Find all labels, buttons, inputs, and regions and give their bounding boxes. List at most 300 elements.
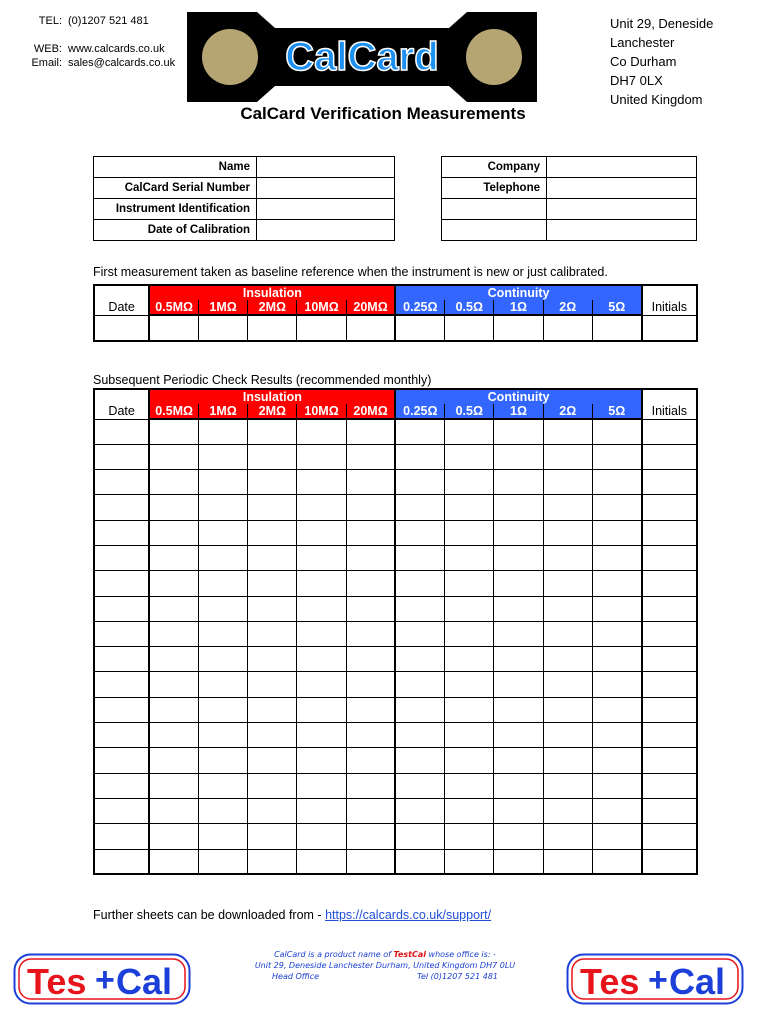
calcard-logo	[187, 12, 537, 102]
measurement-cell[interactable]	[149, 596, 198, 621]
measurement-cell[interactable]	[592, 773, 641, 798]
measurement-cell[interactable]	[248, 672, 297, 697]
continuity-header: Continuity	[395, 389, 641, 404]
measurement-cell[interactable]	[494, 520, 543, 545]
field-label: Instrument Identification	[94, 199, 257, 220]
measurement-cell[interactable]	[395, 798, 444, 823]
page-title: CalCard Verification Measurements	[240, 104, 526, 123]
date-cell[interactable]	[94, 419, 149, 444]
periodic-check-table	[93, 388, 698, 875]
measurement-cell[interactable]	[543, 647, 592, 672]
measurement-cell[interactable]	[494, 672, 543, 697]
measurement-cell[interactable]	[248, 520, 297, 545]
measurement-cell[interactable]	[395, 545, 444, 570]
measurement-cell[interactable]	[592, 545, 641, 570]
measurement-cell[interactable]	[346, 520, 395, 545]
measurement-cell[interactable]	[248, 748, 297, 773]
measurement-cell[interactable]	[297, 470, 346, 495]
measurement-cell[interactable]	[149, 520, 198, 545]
measurement-cell[interactable]	[149, 824, 198, 849]
measurement-cell[interactable]	[592, 315, 641, 341]
measurement-cell[interactable]	[149, 773, 198, 798]
insulation-column-header: 10MΩ	[297, 300, 346, 315]
table-row	[94, 419, 697, 444]
measurement-cell[interactable]	[297, 798, 346, 823]
measurement-cell[interactable]	[494, 444, 543, 469]
measurement-cell[interactable]	[248, 773, 297, 798]
measurement-cell[interactable]	[199, 773, 248, 798]
table-row	[94, 697, 697, 722]
measurement-cell[interactable]	[445, 520, 494, 545]
measurement-cell[interactable]	[346, 824, 395, 849]
measurement-cell[interactable]	[149, 849, 198, 874]
date-cell[interactable]	[94, 748, 149, 773]
measurement-cell[interactable]	[297, 571, 346, 596]
measurement-cell[interactable]	[445, 798, 494, 823]
measurement-cell[interactable]	[494, 697, 543, 722]
measurement-cell[interactable]	[543, 748, 592, 773]
measurement-cell[interactable]	[346, 495, 395, 520]
measurement-cell[interactable]	[543, 621, 592, 646]
measurement-cell[interactable]	[297, 723, 346, 748]
calibration-date-field[interactable]	[257, 220, 395, 241]
date-cell[interactable]	[94, 621, 149, 646]
details-table-right	[441, 156, 697, 241]
svg-text:+: +	[648, 961, 668, 999]
initials-cell[interactable]	[642, 495, 697, 520]
measurement-cell[interactable]	[445, 444, 494, 469]
instrument-id-field[interactable]	[257, 199, 395, 220]
measurement-cell[interactable]	[346, 773, 395, 798]
measurement-cell[interactable]	[543, 672, 592, 697]
measurement-cell[interactable]	[494, 621, 543, 646]
blank-field[interactable]	[547, 199, 697, 220]
initials-cell[interactable]	[642, 773, 697, 798]
measurement-cell[interactable]	[149, 495, 198, 520]
measurement-cell[interactable]	[297, 621, 346, 646]
measurement-cell[interactable]	[395, 419, 444, 444]
date-header: Date	[94, 285, 149, 315]
date-cell[interactable]	[94, 571, 149, 596]
measurement-cell[interactable]	[297, 697, 346, 722]
measurement-cell[interactable]	[199, 596, 248, 621]
measurement-cell[interactable]	[592, 596, 641, 621]
measurement-cell[interactable]	[494, 419, 543, 444]
insulation-column-header: 2MΩ	[248, 300, 297, 315]
measurement-cell[interactable]	[395, 849, 444, 874]
measurement-cell[interactable]	[592, 849, 641, 874]
measurement-cell[interactable]	[248, 495, 297, 520]
measurement-cell[interactable]	[543, 495, 592, 520]
measurement-cell[interactable]	[592, 495, 641, 520]
measurement-cell[interactable]	[445, 495, 494, 520]
testcal-part1: Tes	[27, 961, 87, 1002]
logo-left-circle	[202, 29, 258, 85]
measurement-cell[interactable]	[592, 520, 641, 545]
initials-cell[interactable]	[642, 647, 697, 672]
measurement-cell[interactable]	[297, 444, 346, 469]
date-cell[interactable]	[94, 849, 149, 874]
web-label: WEB:	[33, 43, 62, 55]
measurement-cell[interactable]	[445, 773, 494, 798]
measurement-cell[interactable]	[199, 621, 248, 646]
measurement-cell[interactable]	[494, 315, 543, 341]
measurement-cell[interactable]	[297, 773, 346, 798]
measurement-cell[interactable]	[248, 596, 297, 621]
insulation-header: Insulation	[149, 285, 395, 300]
measurement-cell[interactable]	[297, 672, 346, 697]
blank-field[interactable]	[547, 220, 697, 241]
measurement-cell[interactable]	[149, 672, 198, 697]
measurement-cell[interactable]	[494, 773, 543, 798]
date-cell[interactable]	[94, 773, 149, 798]
insulation-column-header: 20MΩ	[346, 300, 395, 315]
measurement-cell[interactable]	[149, 470, 198, 495]
measurement-cell[interactable]	[297, 545, 346, 570]
measurement-cell[interactable]	[445, 621, 494, 646]
measurement-cell[interactable]	[297, 315, 346, 341]
date-cell[interactable]	[94, 520, 149, 545]
logo-right-circle	[466, 29, 522, 85]
measurement-cell[interactable]	[199, 849, 248, 874]
initials-cell[interactable]	[642, 824, 697, 849]
initials-cell[interactable]	[642, 723, 697, 748]
measurement-cell[interactable]	[199, 315, 248, 341]
initials-cell[interactable]	[642, 697, 697, 722]
measurement-cell[interactable]	[395, 571, 444, 596]
measurement-cell[interactable]	[445, 315, 494, 341]
measurement-cell[interactable]	[445, 596, 494, 621]
measurement-cell[interactable]	[346, 444, 395, 469]
measurement-cell[interactable]	[346, 672, 395, 697]
date-cell[interactable]	[94, 470, 149, 495]
table-row	[94, 647, 697, 672]
insulation-column-header: 1MΩ	[199, 300, 248, 315]
table-row	[94, 723, 697, 748]
measurement-cell[interactable]	[149, 798, 198, 823]
support-link[interactable]: https://calcards.co.uk/support/	[325, 908, 492, 922]
measurement-cell[interactable]	[346, 571, 395, 596]
measurement-cell[interactable]	[248, 849, 297, 874]
insulation-column-header: 10MΩ	[297, 404, 346, 419]
initials-cell[interactable]	[642, 419, 697, 444]
measurement-cell[interactable]	[297, 824, 346, 849]
measurement-cell[interactable]	[149, 647, 198, 672]
measurement-cell[interactable]	[592, 419, 641, 444]
initials-cell[interactable]	[642, 444, 697, 469]
testcal-part2: Cal	[669, 961, 726, 1002]
continuity-column-header: 1Ω	[494, 300, 543, 315]
measurement-cell[interactable]	[395, 723, 444, 748]
continuity-column-header: 0.25Ω	[395, 300, 444, 315]
measurement-cell[interactable]	[297, 849, 346, 874]
measurement-cell[interactable]	[494, 470, 543, 495]
insulation-column-header: 2MΩ	[248, 404, 297, 419]
measurement-cell[interactable]	[346, 470, 395, 495]
baseline-note: First measurement taken as baseline reference when the instrument is new or just calibrated.	[93, 265, 608, 279]
field-label: Company	[442, 157, 547, 178]
measurement-cell[interactable]	[395, 748, 444, 773]
table-row	[94, 621, 697, 646]
measurement-cell[interactable]	[199, 647, 248, 672]
date-cell[interactable]	[94, 315, 149, 341]
table-row	[94, 824, 697, 849]
measurement-cell[interactable]	[543, 444, 592, 469]
measurement-cell[interactable]	[297, 748, 346, 773]
initials-cell[interactable]	[642, 621, 697, 646]
date-cell[interactable]	[94, 672, 149, 697]
measurement-cell[interactable]	[543, 571, 592, 596]
initials-header: Initials	[642, 285, 697, 315]
measurement-cell[interactable]	[543, 773, 592, 798]
measurement-cell[interactable]	[445, 748, 494, 773]
measurement-cell[interactable]	[199, 545, 248, 570]
measurement-cell[interactable]	[248, 621, 297, 646]
measurement-cell[interactable]	[395, 470, 444, 495]
date-cell[interactable]	[94, 723, 149, 748]
measurement-cell[interactable]	[543, 315, 592, 341]
measurement-cell[interactable]	[346, 315, 395, 341]
measurement-cell[interactable]	[149, 571, 198, 596]
measurement-cell[interactable]	[149, 444, 198, 469]
measurement-cell[interactable]	[248, 545, 297, 570]
measurement-cell[interactable]	[199, 824, 248, 849]
date-cell[interactable]	[94, 444, 149, 469]
measurement-cell[interactable]	[248, 315, 297, 341]
measurement-cell[interactable]	[592, 672, 641, 697]
initials-cell[interactable]	[642, 545, 697, 570]
measurement-cell[interactable]	[494, 824, 543, 849]
field-label: Telephone	[442, 178, 547, 199]
continuity-column-header: 2Ω	[543, 404, 592, 419]
measurement-cell[interactable]	[543, 723, 592, 748]
measurement-cell[interactable]	[199, 495, 248, 520]
measurement-cell[interactable]	[199, 748, 248, 773]
logo-text: CalCard	[285, 35, 439, 79]
measurement-cell[interactable]	[149, 621, 198, 646]
footer-text: Further sheets can be downloaded from - https://calcards.co.uk/support/	[93, 908, 492, 922]
measurement-cell[interactable]	[395, 315, 444, 341]
measurement-cell[interactable]	[248, 723, 297, 748]
measurement-cell[interactable]	[346, 596, 395, 621]
initials-cell[interactable]	[642, 470, 697, 495]
insulation-column-header: 0.5MΩ	[149, 404, 198, 419]
measurement-cell[interactable]	[346, 849, 395, 874]
measurement-cell[interactable]	[494, 723, 543, 748]
measurement-cell[interactable]	[149, 419, 198, 444]
office-info: CalCard is a product name of TestCal whose office is: - Unit 29, Deneside Lanchester Durham, United Kingdom DH7 0LU Head Office Tel (0)1207 521 481	[254, 950, 516, 981]
initials-cell[interactable]	[642, 798, 697, 823]
measurement-cell[interactable]	[543, 849, 592, 874]
insulation-column-header: 0.5MΩ	[149, 300, 198, 315]
measurement-cell[interactable]	[248, 470, 297, 495]
measurement-cell[interactable]	[494, 596, 543, 621]
company-field[interactable]	[547, 157, 697, 178]
measurement-cell[interactable]	[346, 697, 395, 722]
address-line: DH7 0LX	[610, 73, 663, 88]
measurement-cell[interactable]	[592, 824, 641, 849]
serial-number-field[interactable]	[257, 178, 395, 199]
table-row	[94, 444, 697, 469]
measurement-cell[interactable]	[592, 470, 641, 495]
address-line: United Kingdom	[610, 92, 703, 107]
measurement-cell[interactable]	[395, 697, 444, 722]
measurement-cell[interactable]	[199, 697, 248, 722]
measurement-cell[interactable]	[346, 647, 395, 672]
measurement-cell[interactable]	[346, 798, 395, 823]
measurement-cell[interactable]	[395, 495, 444, 520]
measurement-cell[interactable]	[445, 545, 494, 570]
measurement-cell[interactable]	[149, 697, 198, 722]
date-cell[interactable]	[94, 798, 149, 823]
measurement-cell[interactable]	[543, 545, 592, 570]
measurement-cell[interactable]	[543, 798, 592, 823]
measurement-cell[interactable]	[346, 419, 395, 444]
svg-text:+: +	[95, 961, 115, 999]
measurement-cell[interactable]	[248, 444, 297, 469]
measurement-cell[interactable]	[199, 520, 248, 545]
measurement-cell[interactable]	[592, 748, 641, 773]
table-row	[94, 849, 697, 874]
continuity-column-header: 5Ω	[592, 300, 641, 315]
measurement-cell[interactable]	[199, 444, 248, 469]
measurement-cell[interactable]	[494, 849, 543, 874]
measurement-cell[interactable]	[494, 647, 543, 672]
measurement-cell[interactable]	[297, 495, 346, 520]
table-row	[94, 520, 697, 545]
measurement-cell[interactable]	[494, 748, 543, 773]
measurement-cell[interactable]	[395, 621, 444, 646]
measurement-cell[interactable]	[445, 849, 494, 874]
measurement-cell[interactable]	[543, 520, 592, 545]
measurement-cell[interactable]	[445, 723, 494, 748]
field-label: Date of Calibration	[94, 220, 257, 241]
date-cell[interactable]	[94, 495, 149, 520]
measurement-cell[interactable]	[543, 419, 592, 444]
field-label	[442, 199, 547, 220]
measurement-cell[interactable]	[149, 315, 198, 341]
insulation-header: Insulation	[149, 389, 395, 404]
measurement-cell[interactable]	[149, 723, 198, 748]
measurement-cell[interactable]	[297, 520, 346, 545]
date-cell[interactable]	[94, 545, 149, 570]
measurement-cell[interactable]	[149, 545, 198, 570]
insulation-column-header: 1MΩ	[199, 404, 248, 419]
date-header: Date	[94, 389, 149, 419]
measurement-cell[interactable]	[199, 798, 248, 823]
measurement-cell[interactable]	[346, 748, 395, 773]
measurement-cell[interactable]	[445, 470, 494, 495]
measurement-cell[interactable]	[395, 672, 444, 697]
measurement-cell[interactable]	[592, 571, 641, 596]
measurement-cell[interactable]	[543, 470, 592, 495]
date-cell[interactable]	[94, 697, 149, 722]
telephone-field[interactable]	[547, 178, 697, 199]
measurement-cell[interactable]	[592, 621, 641, 646]
measurement-cell[interactable]	[248, 647, 297, 672]
initials-cell[interactable]	[642, 571, 697, 596]
initials-cell[interactable]	[642, 520, 697, 545]
measurement-cell[interactable]	[445, 647, 494, 672]
measurement-cell[interactable]	[346, 621, 395, 646]
measurement-cell[interactable]	[494, 798, 543, 823]
measurement-cell[interactable]	[445, 697, 494, 722]
measurement-cell[interactable]	[445, 672, 494, 697]
measurement-cell[interactable]	[445, 571, 494, 596]
measurement-cell[interactable]	[543, 824, 592, 849]
name-field[interactable]	[257, 157, 395, 178]
measurement-cell[interactable]	[445, 824, 494, 849]
measurement-cell[interactable]	[248, 697, 297, 722]
initials-cell[interactable]	[642, 748, 697, 773]
measurement-cell[interactable]	[494, 545, 543, 570]
measurement-cell[interactable]	[592, 798, 641, 823]
measurement-cell[interactable]	[395, 520, 444, 545]
measurement-cell[interactable]	[445, 419, 494, 444]
date-cell[interactable]	[94, 647, 149, 672]
address-line: Co Durham	[610, 54, 677, 69]
initials-cell[interactable]	[642, 596, 697, 621]
measurement-cell[interactable]	[543, 596, 592, 621]
measurement-cell[interactable]	[199, 723, 248, 748]
measurement-cell[interactable]	[199, 419, 248, 444]
continuity-column-header: 0.5Ω	[445, 300, 494, 315]
measurement-cell[interactable]	[149, 748, 198, 773]
tel-value: (0)1207 521 481	[68, 15, 149, 27]
email-value[interactable]: sales@calcards.co.uk	[68, 57, 176, 69]
measurement-cell[interactable]	[592, 647, 641, 672]
measurement-cell[interactable]	[297, 647, 346, 672]
measurement-cell[interactable]	[346, 545, 395, 570]
testcal-brand: TestCal	[393, 950, 426, 959]
web-value[interactable]: www.calcards.co.uk	[68, 43, 165, 55]
measurement-cell[interactable]	[199, 672, 248, 697]
continuity-header: Continuity	[395, 285, 641, 300]
address-line: Unit 29, Deneside	[610, 16, 714, 31]
measurement-cell[interactable]	[395, 444, 444, 469]
measurement-cell[interactable]	[395, 824, 444, 849]
initials-cell[interactable]	[642, 849, 697, 874]
continuity-column-header: 0.25Ω	[395, 404, 444, 419]
initials-cell[interactable]	[642, 672, 697, 697]
contact-block	[30, 14, 175, 70]
measurement-cell[interactable]	[199, 571, 248, 596]
measurement-cell[interactable]	[346, 723, 395, 748]
measurement-cell[interactable]	[297, 419, 346, 444]
measurement-cell[interactable]	[248, 419, 297, 444]
measurement-cell[interactable]	[494, 571, 543, 596]
table-row	[94, 596, 697, 621]
date-cell[interactable]	[94, 596, 149, 621]
date-cell[interactable]	[94, 824, 149, 849]
measurement-cell[interactable]	[494, 495, 543, 520]
measurement-cell[interactable]	[395, 596, 444, 621]
table-row	[94, 545, 697, 570]
measurement-cell[interactable]	[297, 596, 346, 621]
initials-cell[interactable]	[642, 315, 697, 341]
measurement-cell[interactable]	[248, 798, 297, 823]
measurement-cell[interactable]	[395, 773, 444, 798]
measurement-cell[interactable]	[592, 723, 641, 748]
measurement-cell[interactable]	[199, 470, 248, 495]
measurement-cell[interactable]	[592, 697, 641, 722]
measurement-cell[interactable]	[248, 571, 297, 596]
measurement-cell[interactable]	[592, 444, 641, 469]
measurement-cell[interactable]	[248, 824, 297, 849]
measurement-cell[interactable]	[395, 647, 444, 672]
measurement-cell[interactable]	[543, 697, 592, 722]
tel-label: TEL:	[38, 15, 62, 27]
